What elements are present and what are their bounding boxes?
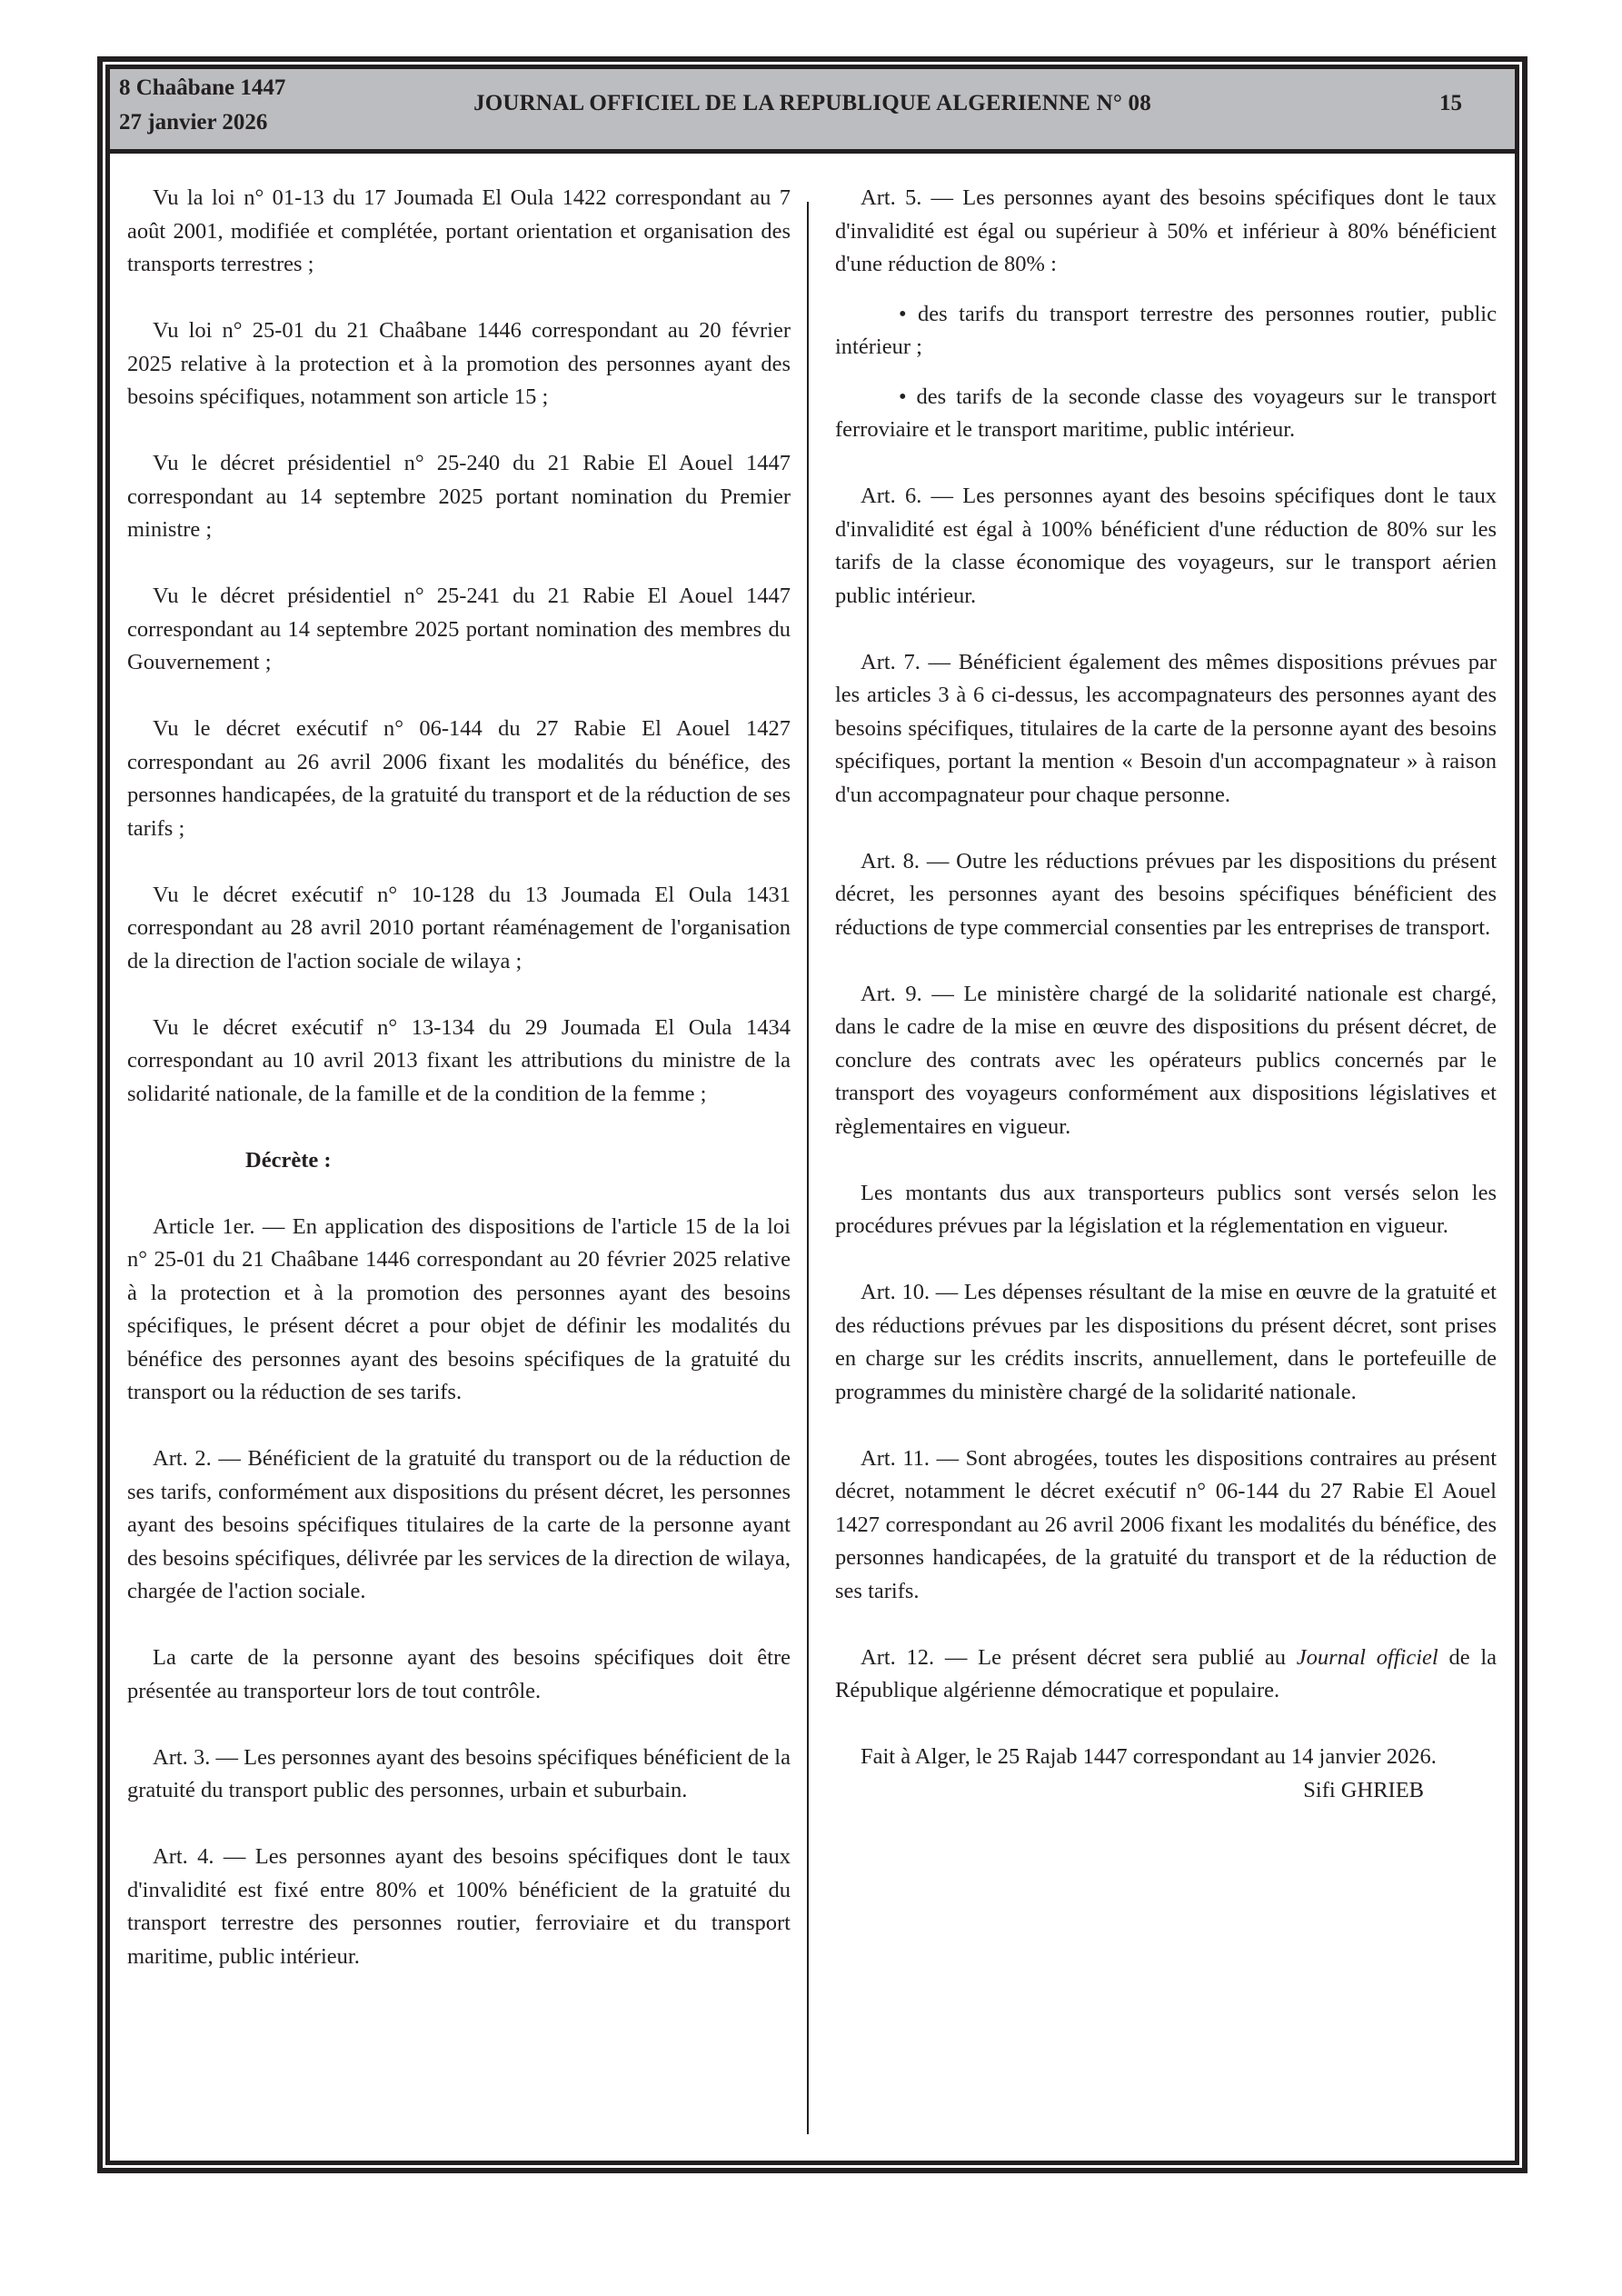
article-1: Article 1er. — En application des dispositions de l'article 15 de la loi n° 25-01 du 21 Chaâbane 1446 correspondant au 20 février 2025 relative à la protection et à la promotion des personnes ayant des besoins spécifiques, le présent décret a pour objet de définir les modalités du bénéfice des personnes ayant des besoins spécifiques de la gratuité du transport ou la réduction de ses tarifs. xyxy=(127,1213,791,1404)
article-5-intro: Art. 5. — Les personnes ayant des besoins spécifiques dont le taux d'invalidité est égal ou supérieur à 50% et inférieur à 80% bénéficient d'une réduction de 80% : xyxy=(835,185,1497,276)
visa-paragraph: Vu la loi n° 01-13 du 17 Joumada El Oula 1422 correspondant au 7 août 2001, modifiée et complétée, portant orientation et organisation des transports terrestres ; xyxy=(127,185,791,276)
gregorian-date: 27 janvier 2026 xyxy=(119,110,268,135)
done-at-paragraph: Fait à Alger, le 25 Rajab 1447 correspondant au 14 janvier 2026. xyxy=(861,1744,1437,1769)
article-10: Art. 10. — Les dépenses résultant de la mise en œuvre de la gratuité et des réductions prévues par les dispositions du présent décret, sont prises en charge sur les crédits inscrits, annuellement, dans le portefeuille de programmes du ministère chargé de la solidarité nationale. xyxy=(835,1280,1497,1404)
page-number: 15 xyxy=(1439,91,1462,115)
article-9-payments-paragraph: Les montants dus aux transporteurs publics sont versés selon les procédures prévues par la législation et la réglementation en vigueur. xyxy=(835,1180,1497,1238)
article-8: Art. 8. — Outre les réductions prévues par les dispositions du présent décret, les personnes ayant des besoins spécifiques bénéficient des réductions de type commercial consenties par les entreprises de transport. xyxy=(835,848,1497,940)
left-column xyxy=(127,182,791,2007)
article-11: Art. 11. — Sont abrogées, toutes les dispositions contraires au présent décret, notamment le décret exécutif n° 06-144 du 27 Rabie El Aouel 1427 correspondant au 26 avril 2006 fixant les modalités du bénéfice, des personnes handicapées, de la gratuité du transport et de la réduction de ses tarifs. xyxy=(835,1445,1497,1603)
article-5-bullet: • des tarifs de la seconde classe des voyageurs sur le transport ferroviaire et le transport maritime, public intérieur. xyxy=(835,384,1497,442)
article-4: Art. 4. — Les personnes ayant des besoins spécifiques dont le taux d'invalidité est fixé entre 80% et 100% bénéficient de la gratuité du transport terrestre des personnes routier, ferroviaire et du transport maritime, public intérieur. xyxy=(127,1844,791,1969)
article-12-text: Art. 12. — Le présent décret sera publié au xyxy=(861,1644,1297,1670)
right-column xyxy=(835,182,1497,1830)
article-6: Art. 6. — Les personnes ayant des besoins spécifiques dont le taux d'invalidité est égal à 100% bénéficient d'une réduction de 80% sur les tarifs de la classe économique des voyageurs, sur le transport aérien public intérieur. xyxy=(835,484,1497,608)
article-3: Art. 3. — Les personnes ayant des besoins spécifiques bénéficient de la gratuité du transport public des personnes, urbain et suburbain. xyxy=(127,1744,791,1802)
journal-header xyxy=(110,69,1515,154)
article-7: Art. 7. — Bénéficient également des mêmes dispositions prévues par les articles 3 à 6 ci-dessus, les accompagnateurs des personnes ayant des besoins spécifiques, titulaires de la carte de la personne ayant des besoins spécifiques, portant la mention « Besoin d'un accompagnateur » à raison d'un accompagnateur pour chaque personne. xyxy=(835,649,1497,807)
hijri-date: 8 Chaâbane 1447 xyxy=(119,75,286,100)
article-2-card-paragraph: La carte de la personne ayant des besoins spécifiques doit être présentée au transporteur lors de tout contrôle. xyxy=(127,1645,791,1703)
article-9: Art. 9. — Le ministère chargé de la solidarité nationale est chargé, dans le cadre de la mise en œuvre des dispositions du présent décret, de conclure des contrats avec les opérateurs publics concernés par le transport des voyageurs conformément aux dispositions législatives et règlementaires en vigueur. xyxy=(835,981,1497,1139)
visa-paragraph: Vu le décret exécutif n° 10-128 du 13 Joumada El Oula 1431 correspondant au 28 avril 2010 portant réaménagement de l'organisation de la direction de l'action sociale de wilaya ; xyxy=(127,882,791,973)
article-2: Art. 2. — Bénéficient de la gratuité du transport ou de la réduction de ses tarifs, conformément aux dispositions du présent décret, les personnes ayant des besoins spécifiques titulaires de la carte de la personne ayant des besoins spécifiques, délivrée par les services de la direction de wilaya, chargée de l'action sociale. xyxy=(127,1446,791,1603)
journal-title: JOURNAL OFFICIEL DE LA REPUBLIQUE ALGERIENNE N° 08 xyxy=(473,91,1151,115)
visa-paragraph: Vu le décret présidentiel n° 25-241 du 21 Rabie El Aouel 1447 correspondant au 14 septembre 2025 portant nomination des membres du Gouvernement ; xyxy=(127,584,791,674)
signature: Sifi GHRIEB xyxy=(1303,1777,1424,1802)
article-5-bullet: • des tarifs du transport terrestre des personnes routier, public intérieur ; xyxy=(835,301,1497,359)
visa-paragraph: Vu le décret exécutif n° 13-134 du 29 Joumada El Oula 1434 correspondant au 10 avril 2013 fixant les attributions du ministre de la solidarité nationale, de la famille et de la condition de la femme ; xyxy=(127,1014,791,1106)
article-12 xyxy=(835,1642,1497,1708)
visa-paragraph: Vu le décret exécutif n° 06-144 du 27 Rabie El Aouel 1427 correspondant au 26 avril 2006 fixant les modalités du bénéfice, des personnes handicapées, de la gratuité du transport et de la réduction de ses tarifs ; xyxy=(127,716,791,841)
journal-officiel-italic: Journal officiel xyxy=(1296,1644,1438,1670)
column-divider xyxy=(807,202,809,2134)
visa-paragraph: Vu le décret présidentiel n° 25-240 du 21 Rabie El Aouel 1447 correspondant au 14 septembre 2025 portant nomination du Premier ministre ; xyxy=(127,451,791,542)
decrete-heading: Décrète : xyxy=(245,1147,332,1173)
article-12-text-end: de la République algérienne démocratique et populaire. xyxy=(835,1644,1498,1702)
visa-paragraph: Vu loi n° 25-01 du 21 Chaâbane 1446 correspondant au 20 février 2025 relative à la protection et à la promotion des personnes ayant des besoins spécifiques, notamment son article 15 ; xyxy=(127,318,791,409)
